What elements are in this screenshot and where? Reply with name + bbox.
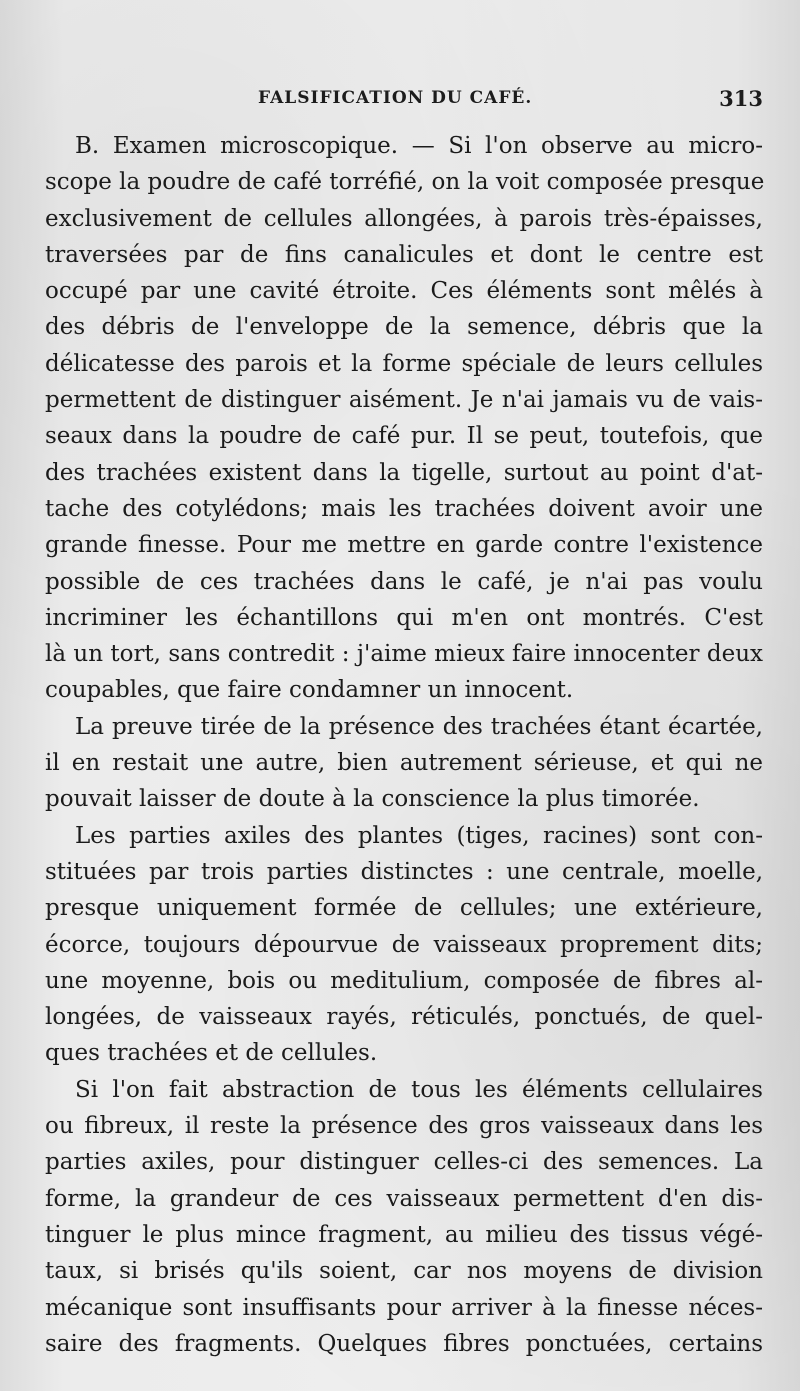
page-number: 313	[719, 86, 763, 111]
text-line: ou fibreux, il reste la présence des gros vaisseaux dans les	[45, 1113, 763, 1140]
text-line: tache des cotylédons; mais les trachées doivent avoir une	[45, 495, 763, 522]
text-line: il en restait une autre, bien autrement sérieuse, et qui ne	[45, 750, 763, 777]
text-line: pouvait laisser de doute à la conscience la plus timorée.	[45, 786, 700, 813]
text-line: écorce, toujours dépourvue de vaisseaux proprement dits;	[45, 931, 763, 958]
text-line: grande finesse. Pour me mettre en garde contre l'existence	[45, 532, 763, 559]
running-header	[0, 88, 800, 118]
text-line: des débris de l'enveloppe de la semence, débris que la	[45, 314, 763, 341]
text-line: des trachées existent dans la tigelle, surtout au point d'at-	[45, 459, 763, 486]
text-line: stituées par trois parties distinctes : une centrale, moelle,	[45, 858, 763, 885]
text-line: B. Examen microscopique. — Si l'on observe au micro-	[75, 133, 763, 159]
text-line: permettent de distinguer aisément. Je n'ai jamais vu de vais-	[45, 387, 763, 414]
running-title: FALSIFICATION DU CAFÉ.	[258, 88, 533, 108]
text-line: là un tort, sans contredit : j'aime mieux faire innocenter deux	[45, 641, 763, 668]
text-line: saire des fragments. Quelques fibres ponctuées, certains	[45, 1330, 763, 1357]
text-line: mécanique sont insuffisants pour arriver à la finesse néces-	[45, 1294, 763, 1321]
text-line: incriminer les échantillons qui m'en ont montrés. C'est	[45, 604, 763, 631]
text-line: ques trachées et de cellules.	[45, 1040, 378, 1067]
body-text	[45, 128, 763, 1362]
text-line: Les parties axiles des plantes (tiges, racines) sont con-	[75, 822, 763, 849]
text-line: parties axiles, pour distinguer celles-ci des semences. La	[45, 1149, 763, 1176]
text-line: forme, la grandeur de ces vaisseaux permettent d'en dis-	[45, 1185, 763, 1212]
text-line: traversées par de fins canalicules et dont le centre est	[45, 241, 763, 268]
text-line: La preuve tirée de la présence des trachées étant écartée,	[75, 713, 763, 740]
text-line: occupé par une cavité étroite. Ces éléments sont mêlés à	[45, 278, 763, 305]
text-line: scope la poudre de café torréfié, on la voit composée presque	[45, 169, 765, 196]
text-line: seaux dans la poudre de café pur. Il se peut, toutefois, que	[45, 423, 763, 450]
text-line: exclusivement de cellules allongées, à parois très-épaisses,	[45, 205, 763, 232]
text-line: taux, si brisés qu'ils soient, car nos moyens de division	[45, 1258, 763, 1285]
text-line: tinguer le plus mince fragment, au milieu des tissus végé-	[45, 1221, 763, 1248]
text-line: une moyenne, bois ou meditulium, composée de fibres al-	[45, 967, 763, 994]
text-line: presque uniquement formée de cellules; une extérieure,	[45, 895, 763, 922]
text-line: coupables, que faire condamner un innocent.	[45, 677, 574, 704]
text-line: longées, de vaisseaux rayés, réticulés, ponctués, de quel-	[45, 1004, 763, 1031]
text-line: délicatesse des parois et la forme spéciale de leurs cellules	[45, 350, 763, 377]
text-line: possible de ces trachées dans le café, je n'ai pas voulu	[45, 568, 763, 595]
text-line: Si l'on fait abstraction de tous les éléments cellulaires	[75, 1076, 763, 1103]
